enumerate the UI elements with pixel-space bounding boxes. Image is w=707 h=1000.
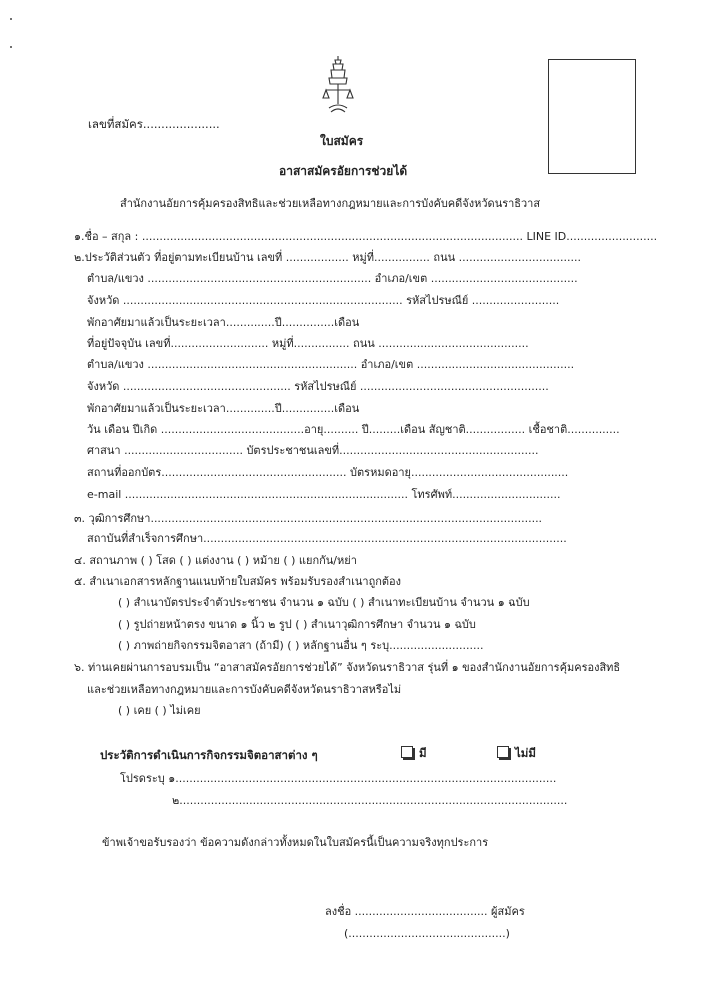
field-line-current-address: ที่อยู่ปัจจุบัน เลขที่............................ หมู่ที่................ ถนน ........................................... <box>87 337 529 350</box>
signature-name-line: (.............................................) <box>344 927 510 940</box>
emblem-icon <box>321 54 355 116</box>
photo-box <box>548 59 636 174</box>
form-title: ใบสมัคร <box>320 134 364 148</box>
certification-text: ข้าพเจ้าขอรับรองว่า ข้อความดังกล่าวทั้งหมดในใบสมัครนี้เป็นความจริงทุกประการ <box>102 836 489 849</box>
field-line-institution: สถาบันที่สำเร็จการศึกษา........................................................................................................ <box>87 532 567 545</box>
checkbox-yes[interactable] <box>401 746 413 758</box>
field-line-status: ๔. สถานภาพ ( ) โสด ( ) แต่งงาน ( ) หม้าย ( ) แยกกัน/หย่า <box>74 554 357 567</box>
doc-option-row-3: ( ) ภาพถ่ายกิจกรรมจิตอาสา (ถ้ามี) ( ) หลักฐานอื่น ๆ ระบุ........................... <box>118 639 484 652</box>
field-line-email: e-mail ................................................................................. โทรศัพท์............................... <box>87 488 561 501</box>
field-line-province-2: จังหวัด ................................................ รหัสไปรษณีย์ ...................................................... <box>87 380 549 393</box>
scan-dot <box>10 18 12 20</box>
doc-option-row-2: ( ) รูปถ่ายหน้าตรง ขนาด ๑ นิ้ว ๒ รูป ( ) สำเนาวุฒิการศึกษา จำนวน ๑ ฉบับ <box>118 618 476 631</box>
form-subtitle: อาสาสมัครอัยการช่วยได้ <box>279 164 408 178</box>
field-line-province-1: จังหวัด ................................................................................ รหัสไปรษณีย์ ......................... <box>87 294 560 307</box>
field-line-documents: ๕. สำเนาเอกสารหลักฐานแนบท้ายใบสมัคร พร้อมรับรองสำเนาถูกต้อง <box>74 575 402 588</box>
field-line-training-cont: และช่วยเหลือทางกฎหมายและการบังคับคดีจังหวัดนราธิวาสหรือไม่ <box>87 683 402 696</box>
field-line-id-issue: สถานที่ออกบัตร..................................................... บัตรหมดอายุ............................................. <box>87 466 569 479</box>
field-line-subdistrict-2: ตำบล/แขวง ............................................................ อำเภอ/เขต ............................................. <box>87 358 575 371</box>
scan-dot <box>10 46 12 48</box>
field-line-training: ๖. ท่านเคยผ่านการอบรมเป็น “อาสาสมัครอัยการช่วยได้” จังหวัดนราธิวาส รุ่นที่ ๑ ของสำนักงานอัยการคุ้มครองสิทธิ <box>74 661 621 674</box>
field-line-residence-2: พักอาศัยมาแล้วเป็นระยะเวลา..............ปี...............เดือน <box>87 402 360 415</box>
activity-title: ประวัติการดำเนินการกิจกรรมจิตอาสาต่าง ๆ <box>100 748 318 762</box>
field-line-religion: ศาสนา .................................. บัตรประชาชนเลขที่......................................................... <box>87 444 539 457</box>
training-options: ( ) เคย ( ) ไม่เคย <box>118 704 201 717</box>
application-number: เลขที่สมัคร..................... <box>88 117 220 131</box>
activity-no: ไม่มี <box>497 746 536 760</box>
doc-option-row-1: ( ) สำเนาบัตรประจำตัวประชาชน จำนวน ๑ ฉบับ ( ) สำเนาทะเบียนบ้าน จำนวน ๑ ฉบับ <box>118 596 530 609</box>
signature-line: ลงชื่อ ...................................... ผู้สมัคร <box>325 905 525 918</box>
office-name: สำนักงานอัยการคุ้มครองสิทธิและช่วยเหลือทางกฎหมายและการบังคับคดีจังหวัดนราธิวาส <box>120 197 541 210</box>
field-line-residence-1: พักอาศัยมาแล้วเป็นระยะเวลา..............ปี...............เดือน <box>87 316 360 329</box>
field-line-subdistrict-1: ตำบล/แขวง ................................................................ อำเภอ/เขต .......................................... <box>87 272 578 285</box>
activity-line-1: โปรดระบุ ๑............................................................................................................. <box>120 772 557 785</box>
field-line-birthdate: วัน เดือน ปีเกิด .........................................อายุ.......... ปี.........เดือน สัญชาติ................. เชื้อชาติ............... <box>87 423 620 436</box>
checkbox-no[interactable] <box>497 746 509 758</box>
activity-yes: มี <box>401 746 427 760</box>
field-line-address-reg: ๒.ประวัติส่วนตัว ที่อยู่ตามทะเบียนบ้าน เลขที่ .................. หมู่ที่................ ถนน ................................... <box>74 251 581 264</box>
activity-line-2: ๒............................................................................................................... <box>172 794 568 807</box>
field-line-education: ๓. วุฒิการศึกษา................................................................................................................ <box>74 512 543 525</box>
field-line-name: ๑.ชื่อ – สกุล : ............................................................................................................. LINE ID.......................... <box>74 230 658 243</box>
